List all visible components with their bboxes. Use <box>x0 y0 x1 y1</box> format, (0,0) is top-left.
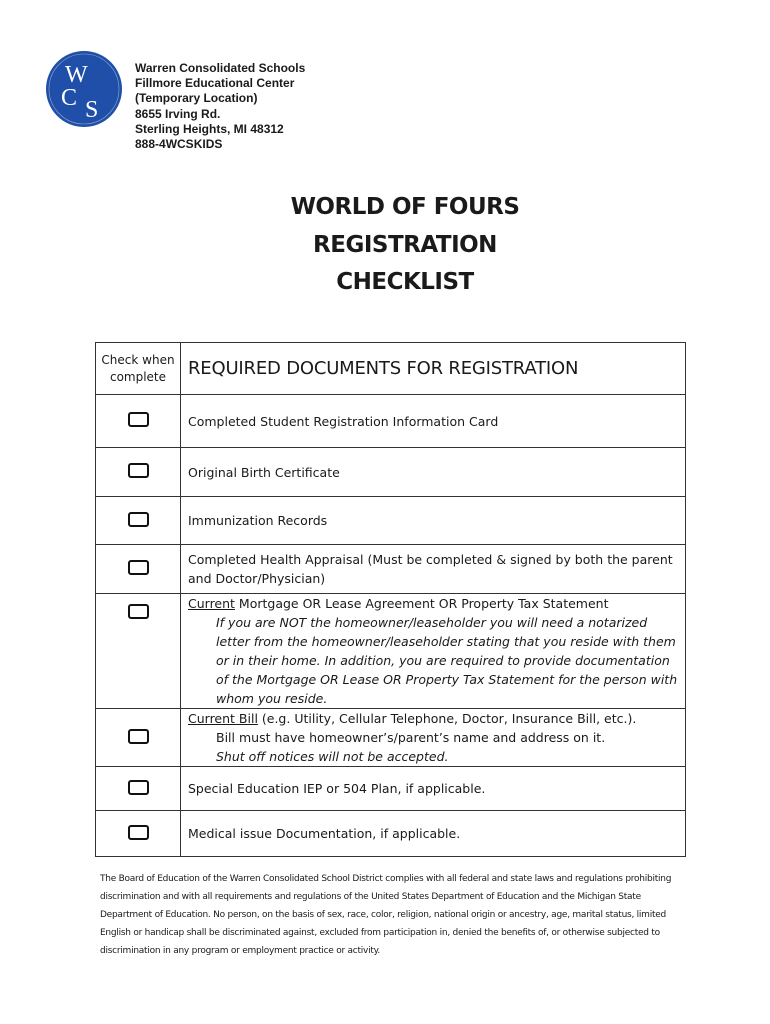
documents-column-header: REQUIRED DOCUMENTS FOR REGISTRATION <box>181 343 686 395</box>
address-line: 8655 Irving Rd. <box>135 106 221 121</box>
table-row <box>96 709 686 767</box>
checkbox[interactable] <box>128 604 149 619</box>
table-header-row <box>96 343 686 395</box>
table-row <box>96 811 686 857</box>
registration-checklist <box>95 342 686 857</box>
document-item <box>181 594 686 709</box>
school-address <box>135 61 305 152</box>
document-item: Completed Student Registration Information Card <box>181 395 686 448</box>
table-row <box>96 448 686 497</box>
address-line: 888-4WCSKIDS <box>135 137 223 152</box>
title-line: WORLD OF FOURS <box>290 194 520 220</box>
table-row <box>96 767 686 811</box>
checkbox[interactable] <box>128 825 149 840</box>
document-item-line: Bill must have homeowner’s/parent’s name and address on it. <box>216 730 606 745</box>
checkbox[interactable] <box>128 512 149 527</box>
document-item <box>181 709 686 767</box>
document-item-text: (e.g. Utility, Cellular Telephone, Doctor, Insurance Bill, etc.). <box>257 711 637 726</box>
checkbox[interactable] <box>128 729 149 744</box>
address-line: Fillmore Educational Center <box>135 76 295 91</box>
check-column-header: Check when complete <box>96 343 181 395</box>
table-row <box>96 395 686 448</box>
checkbox[interactable] <box>128 463 149 478</box>
document-item: Special Education IEP or 504 Plan, if applicable. <box>181 767 686 811</box>
address-line: Sterling Heights, MI 48312 <box>135 121 284 136</box>
svg-text:W: W <box>65 62 88 88</box>
svg-text:S: S <box>85 97 99 123</box>
document-item: Immunization Records <box>181 497 686 545</box>
checkbox[interactable] <box>128 412 149 427</box>
page-title <box>230 189 580 302</box>
document-note: If you are NOT the homeowner/leaseholder you will need a notarized letter from the homeowner/leaseholder stating that you reside with them or in their home. In addition, you are required to provide documentation of the Mortgage OR Lease OR Property Tax Statement for the person with whom you reside. <box>216 615 678 706</box>
document-item: Completed Health Appraisal (Must be completed & signed by both the parent and Doctor/Physician) <box>181 545 686 594</box>
emphasis-text: Current <box>188 596 235 611</box>
nondiscrimination-statement: The Board of Education of the Warren Consolidated School District complies with all federal and state laws and regulations prohibiting discrimination and with all requirements and regulations of the United States Department of Education and the Michigan State Department of Education. No person, on the basis of sex, race, color, religion, national origin or ancestry, age, marital status, limited English or handicap shall be discriminated against, excluded from participation in, denied the benefits of, or otherwise subjected to discrimination in any program or employment practice or activity. <box>100 874 672 956</box>
checkbox[interactable] <box>128 560 149 575</box>
title-line: CHECKLIST <box>336 269 474 295</box>
address-line: Warren Consolidated Schools <box>135 61 306 75</box>
wcs-logo <box>45 50 123 128</box>
document-item-text: Mortgage OR Lease Agreement OR Property Tax Statement <box>234 596 609 611</box>
emphasis-text: Current Bill <box>188 711 258 726</box>
document-item: Medical issue Documentation, if applicable. <box>181 811 686 857</box>
title-line: REGISTRATION <box>313 231 497 258</box>
svg-text:C: C <box>61 85 78 111</box>
checkbox[interactable] <box>128 780 149 795</box>
table-row <box>96 545 686 594</box>
document-note: Shut off notices will not be accepted. <box>216 749 449 764</box>
table-row <box>96 594 686 709</box>
document-item: Original Birth Certificate <box>181 448 686 497</box>
table-row <box>96 497 686 545</box>
address-line: (Temporary Location) <box>135 91 258 106</box>
